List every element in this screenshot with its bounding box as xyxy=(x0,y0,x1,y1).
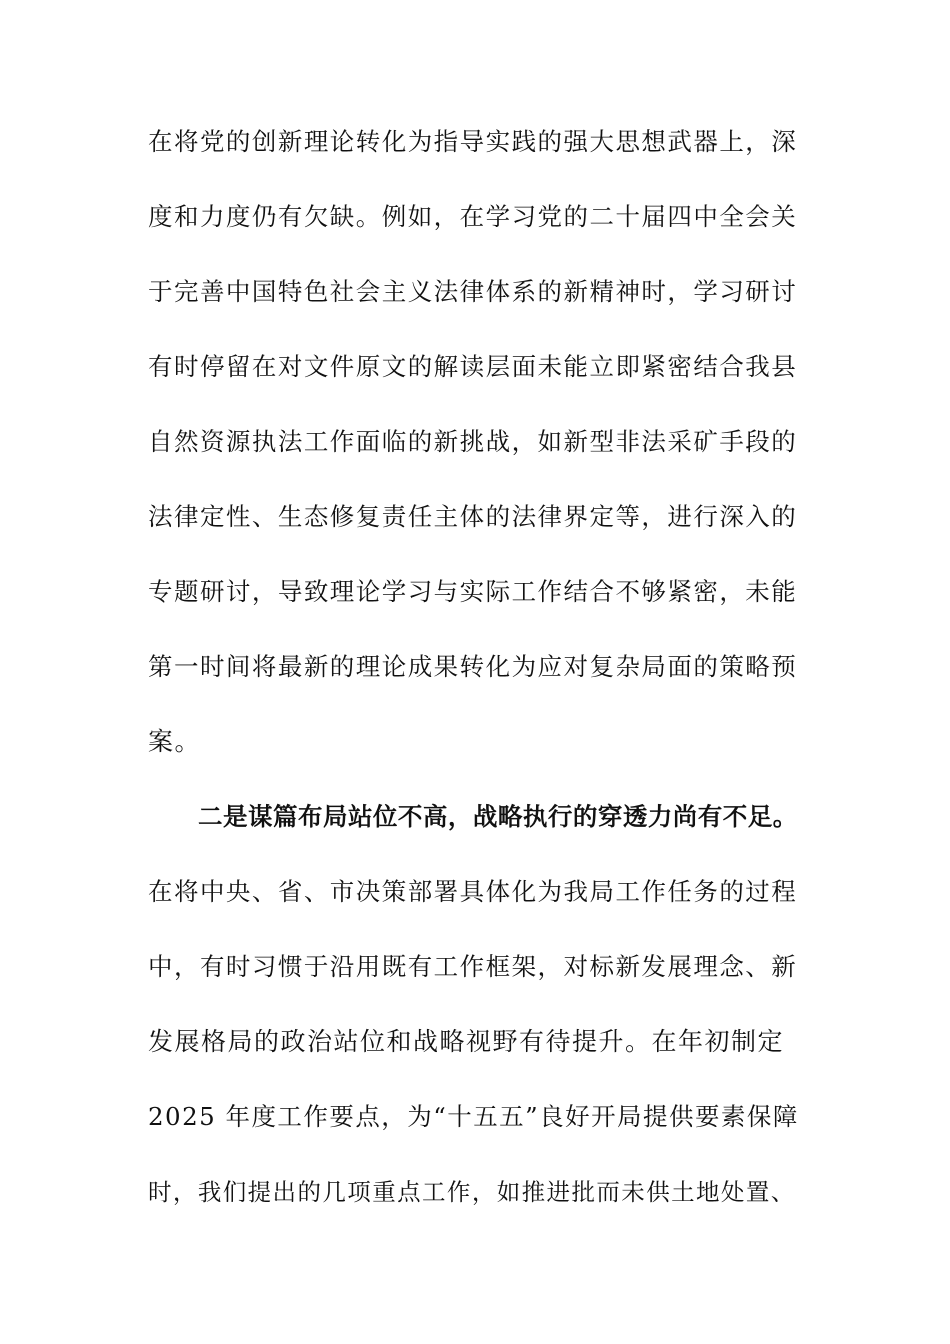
paragraph-2-line-4: 2025 年度工作要点，为“十五五”良好开局提供要素保障 xyxy=(148,1102,799,1131)
paragraph-2-line-5: 时，我们提出的几项重点工作，如推进批而未供土地处置、 xyxy=(148,1178,796,1206)
paragraph-1-line-4: 有时停留在对文件原文的解读层面未能立即紧密结合我县 xyxy=(148,352,798,381)
section-heading-2: 二是谋篇布局站位不高，战略执行的穿透力尚有不足。 xyxy=(198,802,798,831)
paragraph-2-line-3: 发展格局的政治站位和战略视野有待提升。在年初制定 xyxy=(148,1027,785,1056)
paragraph-1-line-3: 于完善中国特色社会主义法律体系的新精神时，学习研讨 xyxy=(148,277,798,306)
paragraph-1-line-7: 专题研讨，导致理论学习与实际工作结合不够紧密，未能 xyxy=(148,577,798,606)
paragraph-2-line-2: 中，有时习惯于沿用既有工作框架，对标新发展理念、新 xyxy=(148,952,798,981)
paragraph-1-line-8: 第一时间将最新的理论成果转化为应对复杂局面的策略预 xyxy=(148,652,798,681)
paragraph-1-line-6: 法律定性、生态修复责任主体的法律界定等，进行深入的 xyxy=(148,502,798,531)
paragraph-1-line-5: 自然资源执法工作面临的新挑战，如新型非法采矿手段的 xyxy=(148,427,798,456)
paragraph-1-line-9: 案。 xyxy=(148,727,202,756)
paragraph-2-line-1: 在将中央、省、市决策部署具体化为我局工作任务的过程 xyxy=(148,877,798,906)
paragraph-1-line-1: 在将党的创新理论转化为指导实践的强大思想武器上，深 xyxy=(148,127,798,156)
paragraph-1-line-2: 度和力度仍有欠缺。例如，在学习党的二十届四中全会关 xyxy=(148,202,798,231)
